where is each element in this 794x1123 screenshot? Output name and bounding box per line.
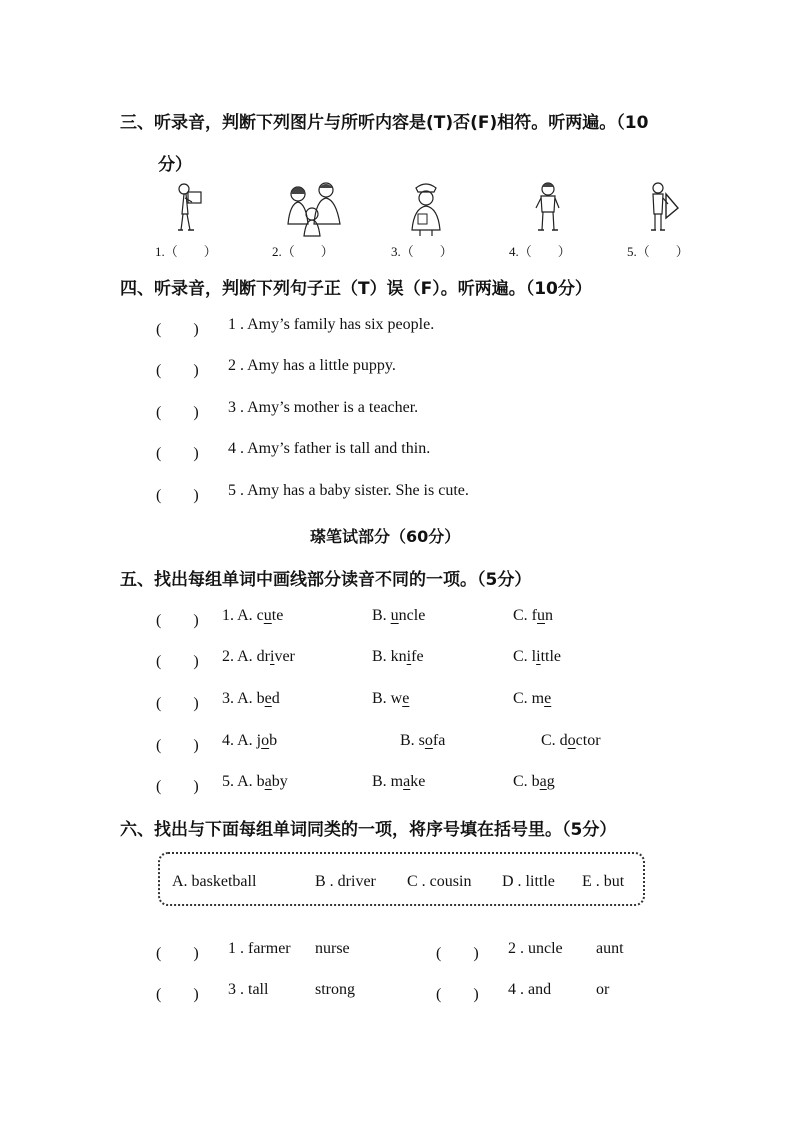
answer-paren[interactable]: ( ) <box>156 778 199 795</box>
answer-paren[interactable]: ( ) <box>156 445 199 462</box>
word-option-a: A. basketball <box>172 873 257 890</box>
written-part-title: 瑹笔试部分（60分） <box>310 527 461 546</box>
section-5-title: 五、找出每组单词中画线部分读音不同的一项。（5分） <box>120 570 532 590</box>
option-a-2: 2. A. driver <box>222 648 295 665</box>
option-a-5: 5. A. baby <box>222 773 288 790</box>
picture-answer-3[interactable]: 3.（ ） <box>391 244 453 259</box>
answer-paren[interactable]: ( ) <box>156 737 199 754</box>
option-c-3: C. me <box>513 690 552 707</box>
option-c-1: C. fun <box>513 607 553 624</box>
group-2-word: 2 . uncle <box>508 940 563 957</box>
nurse-icon <box>406 180 446 238</box>
option-b-5: B. make <box>372 773 426 790</box>
section-3-title: 三、听录音，判断下列图片与所听内容是(T)否(F)相符。听两遍。（10 <box>120 113 649 133</box>
group-4-word-2: or <box>596 981 610 998</box>
option-c-4: C. doctor <box>541 732 601 749</box>
sentence-5: 5 . Amy has a baby sister. She is cute. <box>228 482 469 499</box>
section-3-title-cont: 分） <box>158 155 192 175</box>
answer-paren[interactable]: ( ) <box>436 945 479 962</box>
option-c-5: C. bag <box>513 773 555 790</box>
word-option-b: B . driver <box>315 873 376 890</box>
option-a-1: 1. A. cute <box>222 607 284 624</box>
word-option-e: E . but <box>582 873 625 890</box>
picture-answer-2[interactable]: 2.（ ） <box>272 244 334 259</box>
group-2-word-2: aunt <box>596 940 624 957</box>
sentence-4: 4 . Amy’s father is tall and thin. <box>228 440 431 457</box>
answer-paren[interactable]: ( ) <box>156 653 199 670</box>
sentence-3: 3 . Amy’s mother is a teacher. <box>228 399 419 416</box>
sentence-2: 2 . Amy has a little puppy. <box>228 357 396 374</box>
picture-answer-5[interactable]: 5.（ ） <box>627 244 689 259</box>
person-carrying-box-icon <box>172 180 208 236</box>
answer-paren[interactable]: ( ) <box>156 986 199 1003</box>
answer-paren[interactable]: ( ) <box>436 986 479 1003</box>
picture-answer-4[interactable]: 4.（ ） <box>509 244 571 259</box>
group-3-word: 3 . tall <box>228 981 269 998</box>
option-c-2: C. little <box>513 648 562 665</box>
option-b-2: B. knife <box>372 648 424 665</box>
answer-paren[interactable]: ( ) <box>156 362 199 379</box>
answer-paren[interactable]: ( ) <box>156 321 199 338</box>
group-1-word-2: nurse <box>315 940 350 957</box>
option-b-3: B. we <box>372 690 410 707</box>
option-b-4: B. sofa <box>400 732 446 749</box>
answer-paren[interactable]: ( ) <box>156 487 199 504</box>
boy-icon <box>532 180 564 236</box>
word-option-c: C . cousin <box>407 873 472 890</box>
picture-answer-1[interactable]: 1.（ ） <box>155 244 217 259</box>
option-a-3: 3. A. bed <box>222 690 280 707</box>
option-a-4: 4. A. job <box>222 732 278 749</box>
answer-paren[interactable]: ( ) <box>156 945 199 962</box>
man-with-triangle-icon <box>646 180 682 236</box>
group-1-word: 1 . farmer <box>228 940 291 957</box>
section-6-title: 六、找出与下面每组单词同类的一项，将序号填在括号里。（5分） <box>120 820 617 840</box>
family-icon <box>284 180 344 238</box>
section-4-title: 四、听录音，判断下列句子正（T）误（F）。听两遍。（10分） <box>120 279 592 299</box>
option-b-1: B. uncle <box>372 607 426 624</box>
sentence-1: 1 . Amy’s family has six people. <box>228 316 435 333</box>
answer-paren[interactable]: ( ) <box>156 404 199 421</box>
word-option-d: D . little <box>502 873 555 890</box>
answer-paren[interactable]: ( ) <box>156 695 199 712</box>
answer-paren[interactable]: ( ) <box>156 612 199 629</box>
group-4-word: 4 . and <box>508 981 552 998</box>
group-3-word-2: strong <box>315 981 355 998</box>
